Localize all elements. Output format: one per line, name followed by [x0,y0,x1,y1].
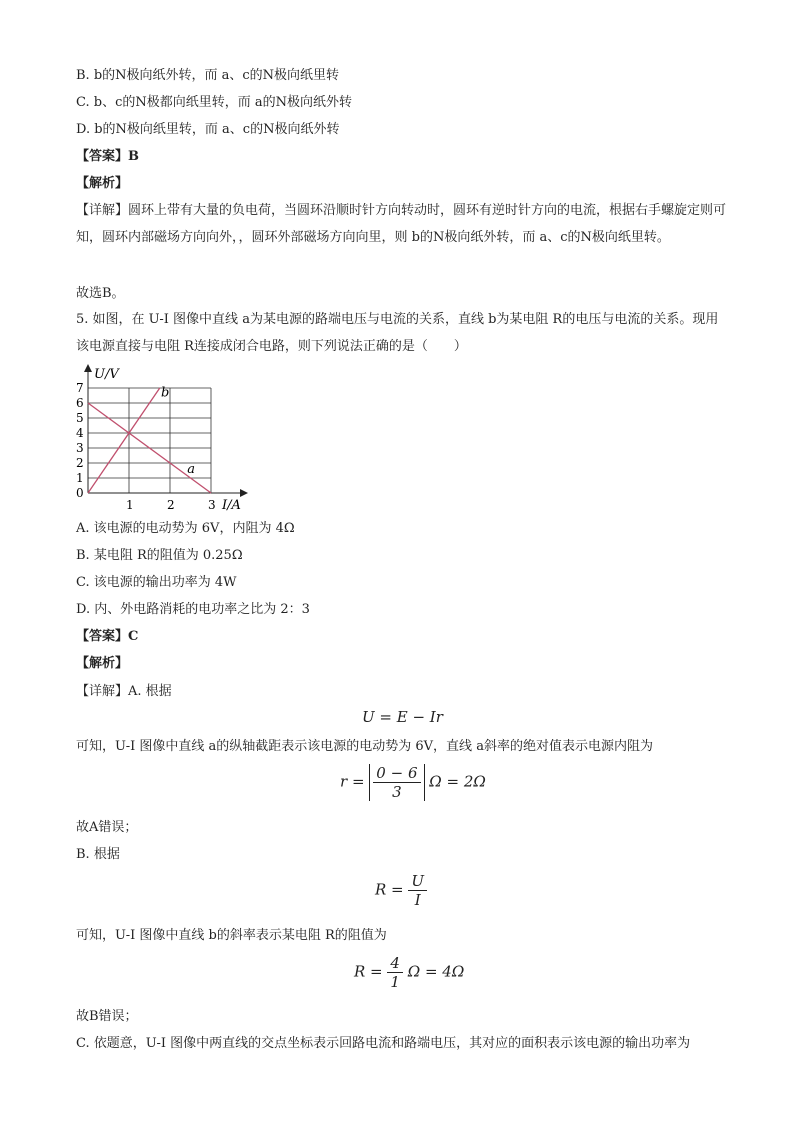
graph-ticks [76,381,216,512]
graph-series [88,385,211,493]
y-tick-label: 5 [76,411,84,425]
q4-option-b: B. b的N极向纸外转，而 a、c的N极向纸里转 [76,68,340,83]
eq3-numerator: U [408,872,427,891]
q4-option-c: C. b、c的N极都向纸里转，而 a的N极向纸外转 [76,95,352,110]
y-tick-label: 7 [76,381,84,395]
series-label-b: b [160,385,170,401]
equation-resistance-value [354,954,464,991]
q5-wrong-b: 故B错误； [76,1009,138,1024]
eq2-rhs: Ω = 2Ω [429,772,486,791]
y-axis-arrow [84,364,92,372]
q4-option-d: D. b的N极向纸里转，而 a、c的N极向纸外转 [76,122,340,137]
q5-detail-c: C. 依题意，U-I 图像中两直线的交点坐标表示回路电流和路端电压，其对应的面积表示该电源的输出功率为 [76,1036,691,1051]
series-line-b [88,388,160,493]
q5-text-b: 可知，U-I 图像中直线 b的斜率表示某电阻 R的阻值为 [76,928,387,943]
q4-analysis-heading: 【解析】 [76,176,129,191]
ui-graph [68,364,248,514]
equation-emf: U = E − Ir [362,708,443,726]
q4-conclusion: 故选B。 [76,286,125,301]
q5-answer: 【答案】C [76,629,139,644]
q5-detail-b: B. 根据 [76,847,120,862]
q5-option-d: D. 内、外电路消耗的电功率之比为 2：3 [76,602,310,617]
y-tick-label: 6 [76,396,84,410]
x-axis-label: I/A [222,498,241,513]
equation-internal-resistance [340,764,486,801]
q5-option-a: A. 该电源的电动势为 6V，内阻为 4Ω [76,521,295,536]
x-tick-label: 2 [167,498,175,512]
eq2-abs [369,764,424,801]
x-tick-label: 3 [208,498,216,512]
q5-detail-a: 【详解】A. 根据 [76,684,172,699]
q5-wrong-a: 故A错误； [76,820,138,835]
y-tick-label: 4 [76,426,84,440]
x-tick-label: 1 [126,498,134,512]
q4-detail: 【详解】圆环上带有大量的负电荷，当圆环沿顺时针方向转动时，圆环有逆时针方向的电流，根据右手螺旋定则可知，圆环内部磁场方向向外，，圆环外部磁场方向向里，则 b的N极向纸外转，而 a、c的N极向纸里转。 [76,203,727,245]
y-tick-label: 1 [76,471,84,485]
eq3-lhs: R = [375,880,404,899]
series-label-a: a [187,461,195,477]
y-tick-label: 2 [76,456,84,470]
graph-axes [84,364,248,497]
y-axis-label: U/V [94,367,119,382]
q5-option-c: C. 该电源的输出功率为 4W [76,575,237,590]
eq2-numerator: 0 − 6 [373,764,420,783]
q5-stem: 5. 如图，在 U-I 图像中直线 a为某电源的路端电压与电流的关系，直线 b为某电阻 R的电压与电流的关系。现用该电源直接与电阻 R连接成闭合电路，则下列说法正确的是（ ） [76,312,719,354]
eq2-denominator: 3 [392,783,402,801]
eq4-numerator: 4 [387,954,403,973]
y-tick-label: 0 [76,486,84,500]
q5-option-b: B. 某电阻 R的阻值为 0.25Ω [76,548,243,563]
eq3-denominator: I [414,891,421,909]
equation-resistance [375,872,427,909]
eq4-denominator: 1 [390,973,400,991]
eq4-rhs: Ω = 4Ω [407,962,465,981]
q5-text-a: 可知，U-I 图像中直线 a的纵轴截距表示该电源的电动势为 6V，直线 a斜率的绝对值表示电源内阻为 [76,739,653,754]
eq2-lhs: r = [340,772,365,791]
y-tick-label: 3 [76,441,84,455]
eq4-lhs: R = [354,962,383,981]
q4-answer: 【答案】B [76,149,139,164]
x-axis-arrow [240,489,248,497]
q5-analysis-heading: 【解析】 [76,656,129,671]
